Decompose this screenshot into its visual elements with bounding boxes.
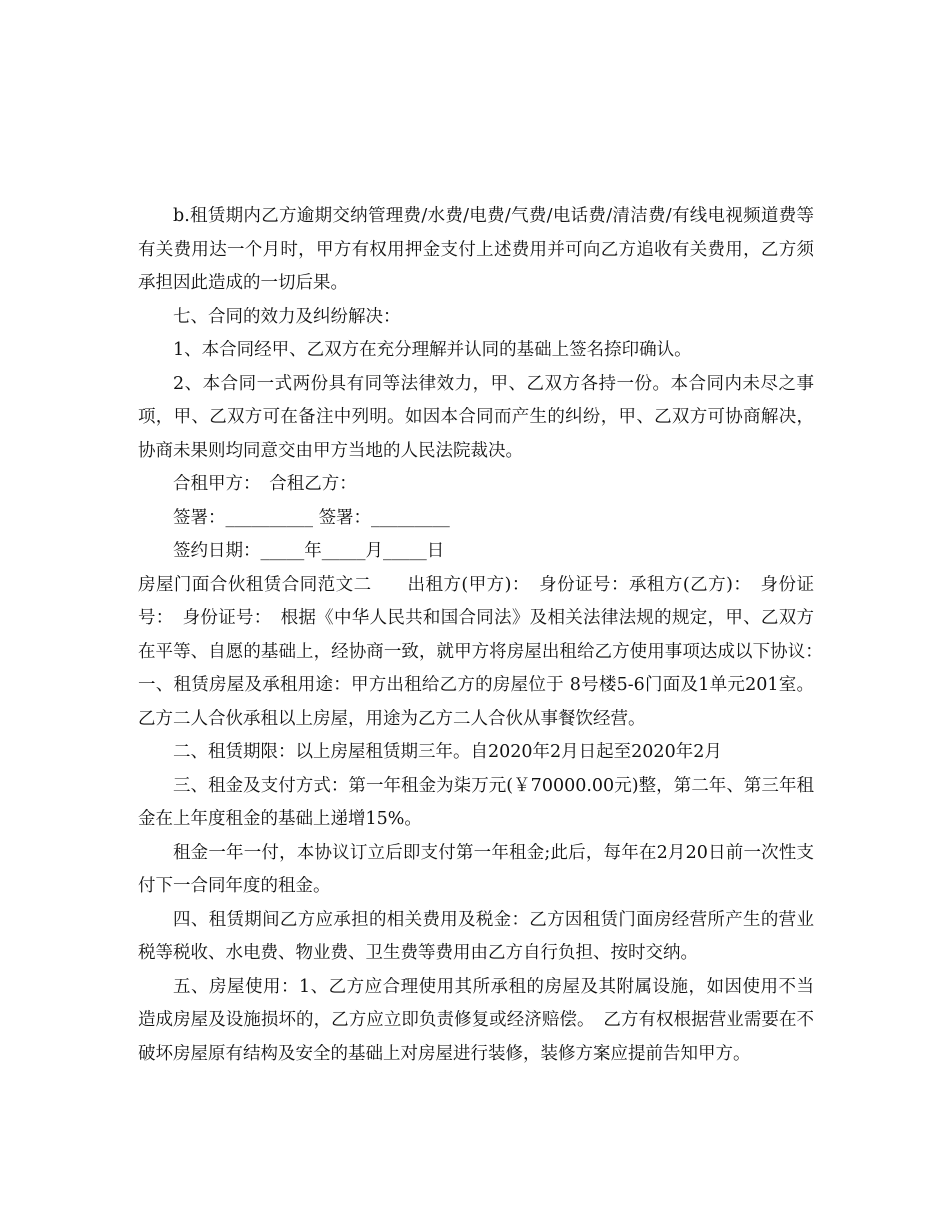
clause-copies-disputes: 2、本合同一式两份具有同等法律效力，甲、乙双方各持一份。本合同内未尽之事项，甲、乙双方可在备注中列明。如因本合同而产生的纠纷，甲、乙双方可协商解决，协商未果则均同意交由甲方当地的人民法院裁决。 (138, 373, 814, 461)
clause-fees-taxes: 四、租赁期间乙方应承担的相关费用及税金：乙方因租赁门面房经营所产生的营业税等税收、水电费、物业费、卫生费等费用由乙方自行负担、按时交纳。 (138, 909, 814, 963)
clause-rent-payment: 三、租金及支付方式：第一年租金为柒万元(￥70000.00元)整，第二年、第三年租金在上年度租金的基础上递增15%。 (138, 775, 814, 829)
clause-lease-term: 二、租赁期限：以上房屋租赁期三年。自2020年2月日起至2020年2月 (173, 742, 722, 762)
clause-rent-schedule: 租金一年一付，本协议订立后即支付第一年租金;此后，每年在2月20日前一次性支付下一合同年度的租金。 (138, 842, 814, 896)
signature-lines: 签署：__________ 签署：_________ (173, 507, 450, 528)
paragraph-late-fees: b.租赁期内乙方逾期交纳管理费/水费/电费/气费/电话费/清洁费/有线电视频道费等有关费用达一个月时，甲方有权用押金支付上述费用并可向乙方追收有关费用，乙方须承担因此造成的一切后果。 (138, 206, 814, 293)
contract-two-intro: 房屋门面合伙租赁合同范文二 出租方(甲方)： 身份证号：承租方(乙方)： 身份证号： 身份证号： 根据《中华人民共和国合同法》及相关法律法规的规定，甲、乙双方在平等、自愿的基础上，经协商一致，就甲方将房屋出租给乙方使用事项达成以下协议： 一、租赁房屋及承租用途：甲方出租给乙方的房屋位于 8号楼5-6门面及1单元201室。乙方二人合伙承租以上房屋，用途为乙方二人合伙从事餐饮经营。 (138, 574, 832, 729)
section-heading-validity: 七、合同的效力及纠纷解决： (173, 306, 401, 327)
document-body (138, 200, 832, 1071)
signing-date: 签约日期：_____年_____月_____日 (173, 541, 445, 561)
clause-house-use: 五、房屋使用：1、乙方应合理使用其所承租的房屋及其附属设施，如因使用不当造成房屋及设施损坏的，乙方应立即负责修复或经济赔偿。 乙方有权根据营业需要在不破坏房屋原有结构及安全的基础上对房屋进行装修，装修方案应提前告知甲方。 (138, 976, 814, 1064)
signature-parties: 合租甲方： 合租乙方： (173, 474, 357, 494)
clause-signing: 1、本合同经甲、乙双方在充分理解并认同的基础上签名捺印确认。 (173, 340, 692, 360)
